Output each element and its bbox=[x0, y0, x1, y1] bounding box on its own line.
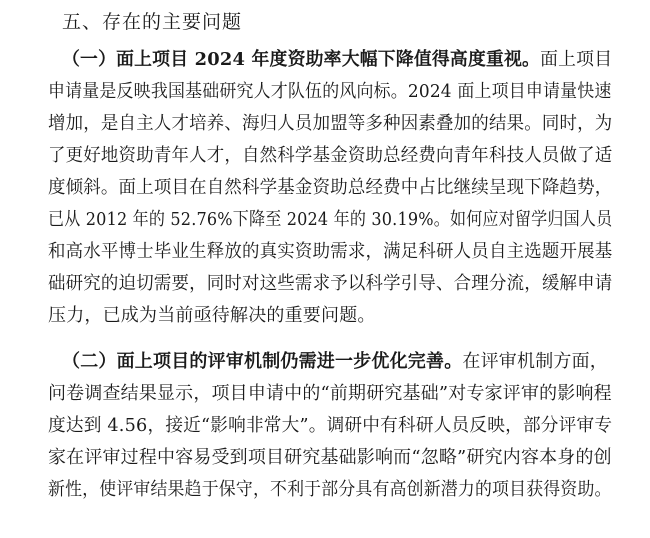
paragraph-1-line: 和高水平博士毕业生释放的真实资助需求，满足科研人员自主选题开展基 bbox=[48, 241, 613, 262]
paragraph-2-line: 度达到 4.56，接近“影响非常大”。调研中有科研人员反映，部分评审专 bbox=[48, 415, 613, 436]
paragraph-2-bold-lead: （二）面上项目的评审机制仍需进一步优化完善。 bbox=[62, 351, 463, 372]
paragraph-1-first-line-rest: 面上项目 bbox=[540, 49, 613, 70]
paragraph-1-bold-lead: （一）面上项目 2024 年度资助率大幅下降值得高度重视。 bbox=[62, 49, 541, 70]
paragraph-2-line: 家在评审过程中容易受到项目研究基础影响而“忽略”研究内容本身的创 bbox=[48, 447, 612, 468]
paragraph-1-line: 压力，已成为当前亟待解决的重要问题。 bbox=[48, 305, 376, 326]
paragraph-1-line: 申请量是反映我国基础研究人才队伍的风向标。2024 面上项目申请量快速 bbox=[48, 81, 612, 102]
paragraph-1-line: 了更好地资助青年人才，自然科学基金资助总经费向青年科技人员做了适 bbox=[48, 145, 613, 166]
paragraph-1-line: 度倾斜。面上项目在自然科学基金资助总经费中占比继续呈现下降趋势， bbox=[48, 177, 613, 198]
paragraph-2-line: 新性，使评审结果趋于保守，不利于部分具有高创新潜力的项目获得资助。 bbox=[48, 479, 612, 500]
paragraph-1-line: 已从 2012 年的 52.76%下降至 2024 年的 30.19%。如何应对留学归国人员 bbox=[48, 209, 613, 230]
paragraph-1-first-line bbox=[62, 47, 612, 75]
paragraph-2-first-line bbox=[62, 349, 608, 377]
paragraph-1-line: 础研究的迫切需要，同时对这些需求予以科学引导、合理分流，缓解申请 bbox=[48, 273, 613, 294]
section-heading: 五、存在的主要问题 bbox=[62, 11, 243, 33]
paragraph-2-first-line-rest: 在评审机制方面， bbox=[462, 351, 609, 372]
paragraph-1-line: 增加，是自主人才培养、海归人员加盟等多种因素叠加的结果。同时，为 bbox=[48, 113, 613, 134]
paragraph-2-line: 问卷调查结果显示，项目申请中的“前期研究基础”对专家评审的影响程 bbox=[48, 383, 612, 404]
